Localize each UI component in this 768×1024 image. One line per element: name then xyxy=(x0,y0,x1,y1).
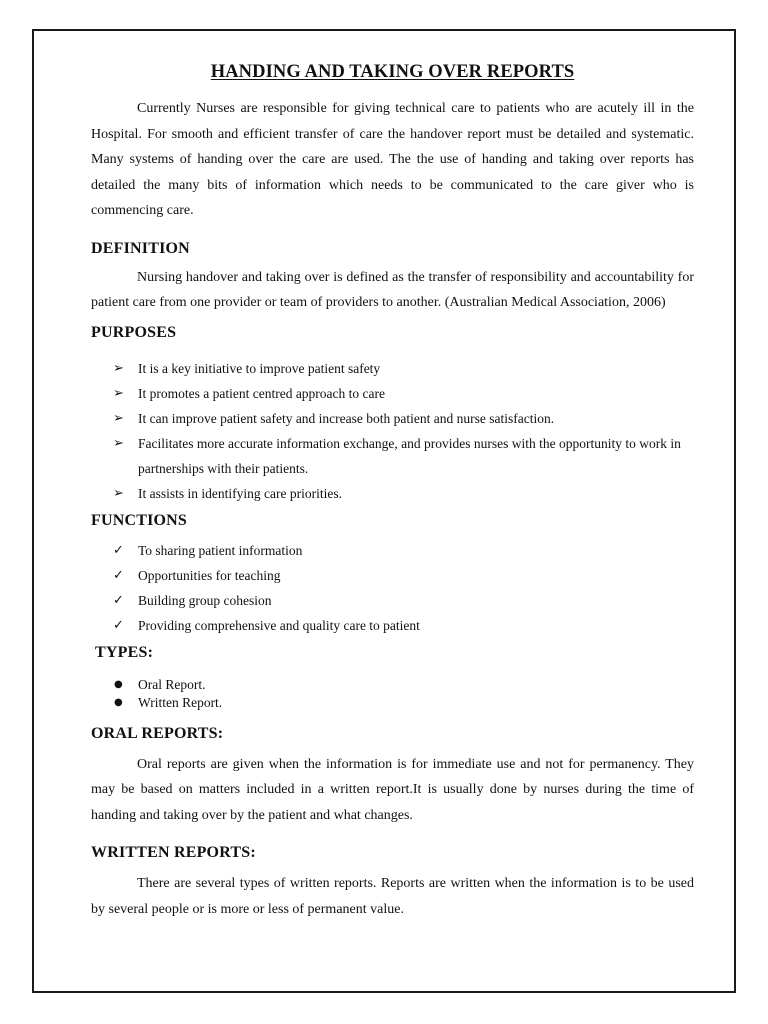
written-reports-heading: WRITTEN REPORTS: xyxy=(91,844,256,861)
list-item xyxy=(91,406,694,431)
intro-paragraph: Currently Nurses are responsible for giving technical care to patients who are acutely ill in the Hospital. For smooth and efficient transfer of care the handover report must be detailed and systematic. Many systems of handing over the care are used. The the use of handing and taking over reports has detailed the many bits of information which needs to be communicated to the care giver who is commencing care. xyxy=(91,101,694,218)
list-item xyxy=(91,613,694,638)
written-reports-paragraph: There are several types of written reports. Reports are written when the information is to be used by several people or is more or less of permanent value. xyxy=(91,876,694,917)
arrow-bullet-icon: ➢ xyxy=(113,435,124,451)
list-item-text: It is a key initiative to improve patient safety xyxy=(138,360,381,376)
definition-paragraph: Nursing handover and taking over is defined as the transfer of responsibility and accountability for patient care from one provider or team of providers to another. (Australian Medical Association, 2006) xyxy=(91,269,694,310)
list-item-text: Opportunities for teaching xyxy=(138,567,281,583)
round-bullet-icon: ● xyxy=(114,678,123,690)
checkmark-icon: ✓ xyxy=(113,567,124,583)
purposes-heading: PURPOSES xyxy=(91,323,177,341)
list-item xyxy=(91,381,694,406)
list-item xyxy=(91,431,694,481)
arrow-bullet-icon: ➢ xyxy=(113,485,124,501)
list-item xyxy=(91,356,694,381)
functions-list xyxy=(91,538,694,638)
round-bullet-icon: ● xyxy=(114,697,123,708)
checkmark-icon: ✓ xyxy=(113,617,124,633)
oral-reports-heading: ORAL REPORTS: xyxy=(91,724,224,742)
list-item-text: Facilitates more accurate information exchange, and provides nurses with the opportunity to work in partnerships with their patients. xyxy=(138,435,681,476)
arrow-bullet-icon: ➢ xyxy=(113,410,124,426)
list-item xyxy=(91,481,694,506)
types-list xyxy=(91,676,694,713)
list-item xyxy=(91,563,694,588)
oral-reports-paragraph: Oral reports are given when the information is for immediate use and not for permanency. They may be based on matters included in a written report.It is usually done by nurses during the time of handing and taking over by the patient and what changes. xyxy=(91,756,694,823)
document-title: HANDING AND TAKING OVER REPORTS xyxy=(210,62,575,82)
list-item xyxy=(91,694,694,713)
types-heading: TYPES: xyxy=(95,643,154,661)
list-item xyxy=(91,538,694,563)
checkmark-icon: ✓ xyxy=(113,542,124,558)
list-item-text: To sharing patient information xyxy=(138,542,303,558)
checkmark-icon: ✓ xyxy=(113,592,124,608)
list-item-text: Building group cohesion xyxy=(138,592,272,608)
arrow-bullet-icon: ➢ xyxy=(113,385,124,401)
list-item-text: It assists in identifying care priorities. xyxy=(138,485,342,501)
list-item xyxy=(91,588,694,613)
definition-heading: DEFINITION xyxy=(91,239,190,257)
list-item xyxy=(91,676,694,695)
list-item-text: Written Report. xyxy=(138,695,223,710)
list-item-text: It can improve patient safety and increase both patient and nurse satisfaction. xyxy=(138,410,555,426)
list-item-text: Oral Report. xyxy=(138,676,206,692)
document-body xyxy=(91,58,694,922)
list-item-text: It promotes a patient centred approach to care xyxy=(138,385,386,401)
list-item-text: Providing comprehensive and quality care to patient xyxy=(138,617,420,633)
functions-heading: FUNCTIONS xyxy=(91,511,188,529)
arrow-bullet-icon: ➢ xyxy=(113,360,124,376)
purposes-list xyxy=(91,356,694,506)
